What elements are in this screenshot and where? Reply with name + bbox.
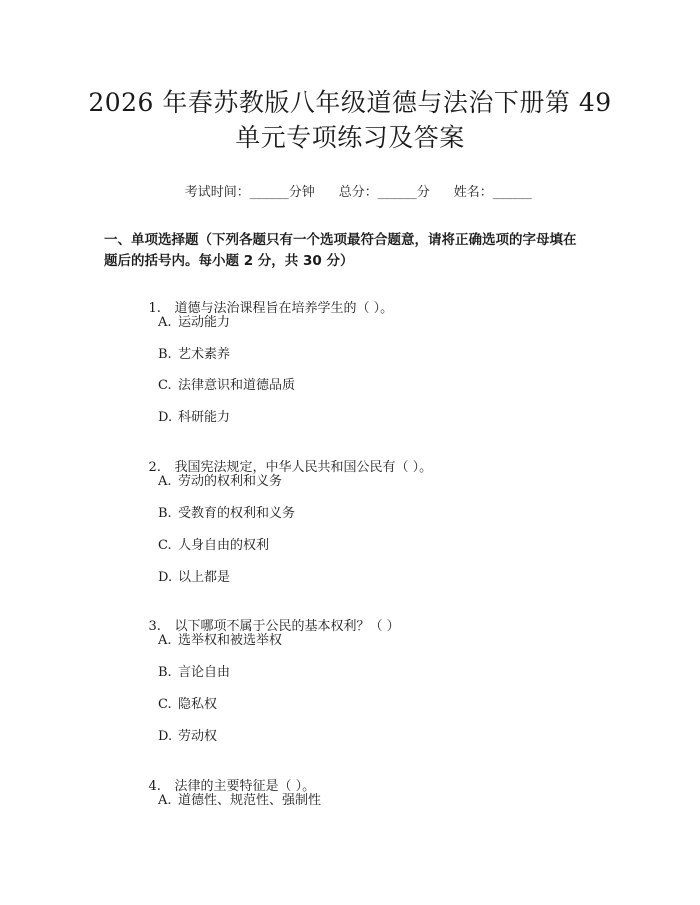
option-text: 科研能力 (178, 410, 231, 425)
q2-option-b (158, 505, 295, 523)
option-letter: A. (158, 633, 172, 648)
option-letter: D. (158, 410, 173, 425)
q4-option-a (158, 792, 321, 810)
option-text: 受教育的权利和义务 (178, 506, 296, 521)
option-text: 艺术素养 (178, 347, 231, 362)
question-text: 道德与法治课程旨在培养学生的（ ）。 (174, 301, 394, 316)
q2-option-c (158, 537, 269, 555)
option-text: 言论自由 (178, 665, 231, 680)
q1-option-d (158, 409, 230, 427)
option-letter: A. (158, 474, 172, 489)
option-text: 法律意识和道德品质 (178, 378, 296, 393)
option-letter: A. (158, 315, 172, 330)
question-number: 2. (148, 460, 161, 475)
option-letter: C. (158, 378, 172, 393)
option-letter: D. (158, 729, 173, 744)
name-field: 姓名：______ (453, 185, 532, 200)
q1-option-a (158, 314, 230, 332)
question-text: 法律的主要特征是（ ）。 (174, 779, 316, 794)
q2-option-a (158, 473, 282, 491)
option-letter: D. (158, 570, 173, 585)
option-text: 道德性、规范性、强制性 (178, 793, 322, 808)
option-text: 以上都是 (178, 570, 231, 585)
q3-option-a (158, 632, 282, 650)
total-score-field: 总分：______分 (338, 185, 430, 200)
option-letter: A. (158, 793, 172, 808)
section-heading-line2: 题后的括号内。每小题 2 分，共 30 分） (104, 253, 354, 269)
section-heading-line1: 一、单项选择题（下列各题只有一个选项最符合题意，请将正确选项的字母填在 (104, 232, 577, 248)
exam-time-field: 考试时间：______分钟 (184, 185, 315, 200)
option-letter: C. (158, 538, 172, 553)
exam-meta (0, 166, 700, 215)
question-number: 1. (148, 301, 161, 316)
page-title-line2: 单元专项练习及答案 (235, 123, 465, 152)
option-letter: C. (158, 697, 172, 712)
q3-option-c (158, 696, 217, 714)
q2-option-d (158, 569, 230, 587)
question-text: 我国宪法规定，中华人民共和国公民有（ ）。 (174, 460, 433, 475)
option-letter: B. (158, 506, 172, 521)
q1-option-c (158, 377, 295, 395)
q1-option-b (158, 346, 230, 364)
q3-option-d (158, 728, 217, 746)
page-title-line1: 2026 年春苏教版八年级道德与法治下册第 49 (88, 88, 612, 117)
option-text: 运动能力 (178, 315, 231, 330)
option-text: 选举权和被选举权 (178, 633, 283, 648)
option-text: 劳动的权利和义务 (178, 474, 283, 489)
q3-option-b (158, 664, 230, 682)
option-text: 隐私权 (178, 697, 218, 712)
question-number: 3. (148, 619, 161, 634)
question-number: 4. (148, 779, 161, 794)
option-text: 人身自由的权利 (178, 538, 270, 553)
question-text: 以下哪项不属于公民的基本权利？（ ） (174, 619, 400, 634)
option-text: 劳动权 (178, 729, 218, 744)
option-letter: B. (158, 347, 172, 362)
option-letter: B. (158, 665, 172, 680)
